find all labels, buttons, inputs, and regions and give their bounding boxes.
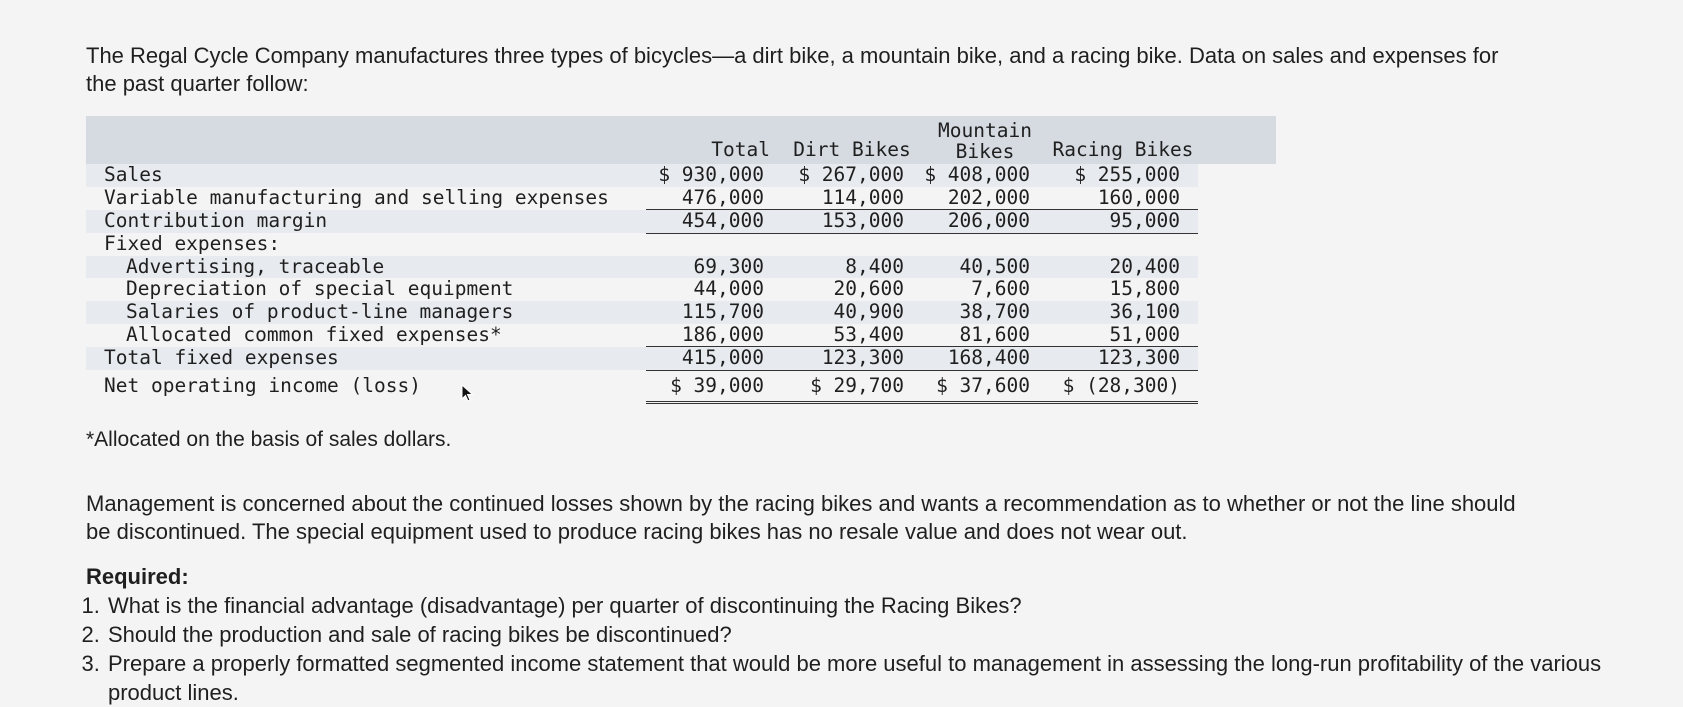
table-row xyxy=(86,278,1276,301)
required-section xyxy=(86,562,1646,707)
table-row xyxy=(86,210,1276,234)
required-list xyxy=(86,591,1646,707)
row-label: Total fixed expenses xyxy=(86,347,646,371)
cell-mountain: 7,600 xyxy=(922,278,1048,301)
cell-total: $ 930,000 xyxy=(646,164,782,187)
cell-dirt: $ 29,700 xyxy=(782,370,922,402)
cell-total: 186,000 xyxy=(646,324,782,347)
row-label: Fixed expenses: xyxy=(86,233,646,256)
header-mountain-bikes: Mountain Bikes xyxy=(922,116,1048,164)
row-label: Sales xyxy=(86,164,646,187)
cell-mountain: 38,700 xyxy=(922,301,1048,324)
cell-total: 454,000 xyxy=(646,210,782,234)
list-item: 3. Prepare a properly formatted segmented income statement that would be more useful to management in assessing the long-run profitability of the various product lines. xyxy=(106,649,1646,707)
row-label: Advertising, traceable xyxy=(86,256,646,279)
header-dirt-bikes: Dirt Bikes xyxy=(782,116,922,164)
table-row xyxy=(86,347,1276,371)
header-racing-bikes: Racing Bikes xyxy=(1048,116,1198,164)
table-header-row xyxy=(86,116,1276,164)
cell-mountain: 206,000 xyxy=(922,210,1048,234)
cell-racing: 95,000 xyxy=(1048,210,1198,234)
cell-mountain: $ 408,000 xyxy=(922,164,1048,187)
cell-racing: $ 255,000 xyxy=(1048,164,1198,187)
income-statement-table-container xyxy=(86,116,1276,404)
cell-mountain: 40,500 xyxy=(922,256,1048,279)
table-row xyxy=(86,324,1276,347)
table-row xyxy=(86,187,1276,210)
income-statement-table xyxy=(86,116,1276,404)
cell-mountain: 202,000 xyxy=(922,187,1048,210)
intro-paragraph: The Regal Cycle Company manufactures three types of bicycles—a dirt bike, a mountain bike, and a racing bike. Data on sales and expenses for the past quarter follow: xyxy=(86,43,1499,96)
cell-total: 415,000 xyxy=(646,347,782,371)
cell-dirt: 20,600 xyxy=(782,278,922,301)
table-row xyxy=(86,233,1276,256)
cell-mountain: 81,600 xyxy=(922,324,1048,347)
row-label: Depreciation of special equipment xyxy=(86,278,646,301)
footnote: *Allocated on the basis of sales dollars. xyxy=(86,428,452,451)
row-label: Contribution margin xyxy=(86,210,646,234)
table-row xyxy=(86,370,1276,402)
cell-total: $ 39,000 xyxy=(646,370,782,402)
cell-racing: 15,800 xyxy=(1048,278,1198,301)
cell-total: 115,700 xyxy=(646,301,782,324)
cell-total: 44,000 xyxy=(646,278,782,301)
cell-racing: 51,000 xyxy=(1048,324,1198,347)
cell-total: 69,300 xyxy=(646,256,782,279)
list-item: 2. Should the production and sale of racing bikes be discontinued? xyxy=(106,620,1646,649)
header-end-spacer xyxy=(1198,116,1276,164)
cell-racing: $ (28,300) xyxy=(1048,370,1198,402)
management-paragraph: Management is concerned about the continued losses shown by the racing bikes and wants a recommendation as to whether or not the line should be discontinued. The special equipment used to produce racing bikes has no resale value and does not wear out. xyxy=(86,491,1516,544)
row-label: Variable manufacturing and selling expenses xyxy=(86,187,646,210)
required-title: Required: xyxy=(86,564,189,589)
mouse-pointer-icon xyxy=(461,384,475,402)
cell-racing: 20,400 xyxy=(1048,256,1198,279)
table-row xyxy=(86,301,1276,324)
cell-total: 476,000 xyxy=(646,187,782,210)
list-item: 1. What is the financial advantage (disadvantage) per quarter of discontinuing the Racing Bikes? xyxy=(106,591,1646,620)
cell-dirt: 153,000 xyxy=(782,210,922,234)
cell-dirt: 8,400 xyxy=(782,256,922,279)
table-row xyxy=(86,256,1276,279)
header-label-spacer xyxy=(86,116,646,164)
table-row xyxy=(86,164,1276,187)
row-label: Allocated common fixed expenses* xyxy=(86,324,646,347)
cell-mountain: $ 37,600 xyxy=(922,370,1048,402)
cell-racing: 123,300 xyxy=(1048,347,1198,371)
cell-racing: 36,100 xyxy=(1048,301,1198,324)
cell-dirt: 123,300 xyxy=(782,347,922,371)
cell-dirt: $ 267,000 xyxy=(782,164,922,187)
cell-mountain: 168,400 xyxy=(922,347,1048,371)
cell-dirt: 40,900 xyxy=(782,301,922,324)
cell-racing: 160,000 xyxy=(1048,187,1198,210)
cell-dirt: 114,000 xyxy=(782,187,922,210)
cell-dirt: 53,400 xyxy=(782,324,922,347)
row-label: Salaries of product-line managers xyxy=(86,301,646,324)
row-label: Net operating income (loss) xyxy=(86,370,646,402)
header-total: Total xyxy=(646,116,782,164)
